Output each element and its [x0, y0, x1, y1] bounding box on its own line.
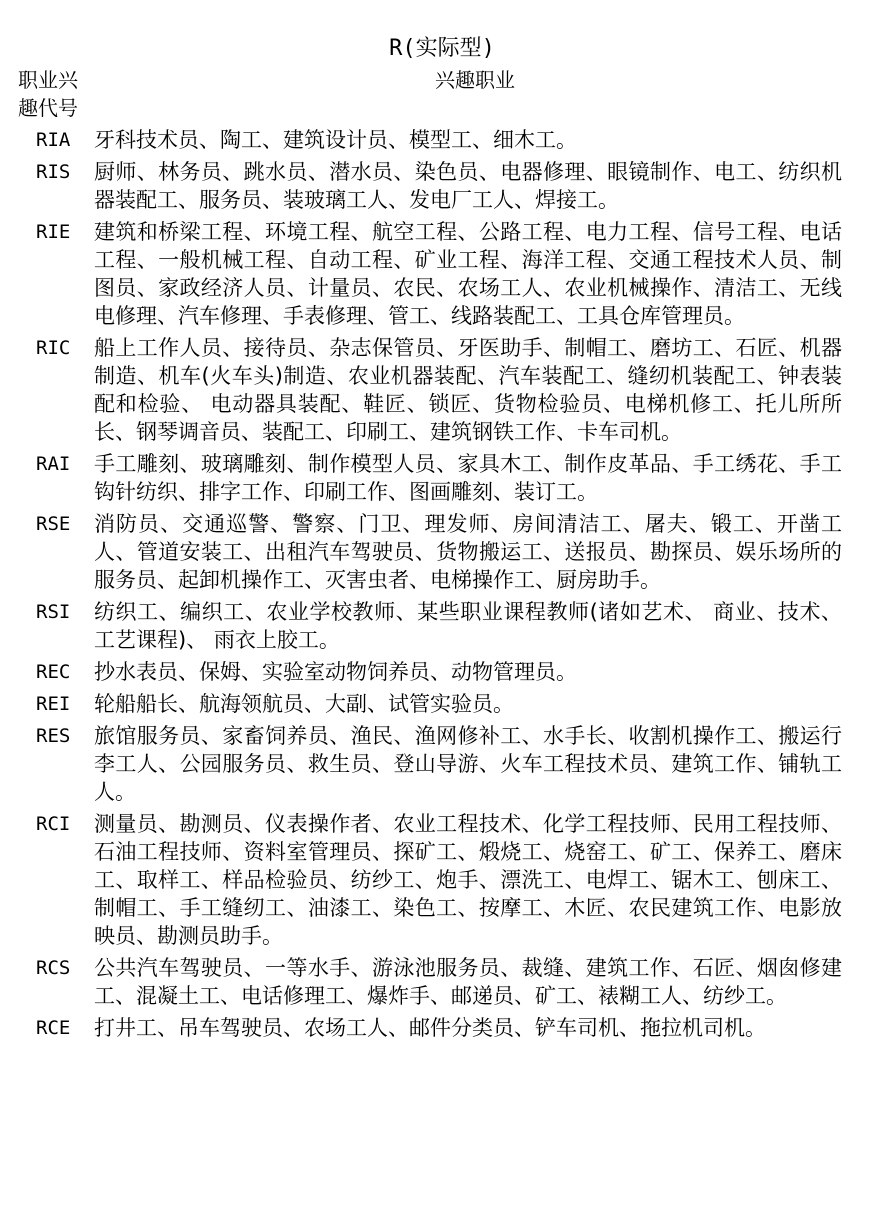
interest-code: REC [36, 661, 71, 683]
job-list: 牙科技术员、陶工、建筑设计员、模型工、细木工。 [94, 128, 577, 152]
table-row [0, 598, 884, 654]
job-list: 建筑和桥梁工程、环境工程、航空工程、公路工程、电力工程、信号工程、电话工程、一般机械工程、自动工程、矿业工程、海洋工程、交通工程技术人员、制图员、家政经济人员、计量员、农民、农场工人、农业机械操作、清洁工、无线电修理、汽车修理、手表修理、管工、线路装配工、工具仓库管理员。 [94, 220, 842, 328]
job-list: 旅馆服务员、家畜饲养员、渔民、渔网修补工、水手长、收割机操作工、搬运行李工人、公园服务员、救生员、登山导游、火车工程技术员、建筑工作、铺轨工人。 [94, 724, 842, 804]
table-row [0, 218, 884, 330]
interest-code: RSE [36, 513, 71, 535]
table-row [0, 158, 884, 214]
job-list: 厨师、林务员、跳水员、潜水员、染色员、电器修理、眼镜制作、电工、纺织机器装配工、服务员、装玻璃工人、发电厂工人、焊接工。 [94, 160, 842, 212]
table-row [0, 954, 884, 1010]
job-list: 公共汽车驾驶员、一等水手、游泳池服务员、裁缝、建筑工作、石匠、烟囱修建工、混凝土工、电话修理工、爆炸手、邮递员、矿工、裱糊工人、纺纱工。 [94, 956, 842, 1008]
table-row [0, 810, 884, 950]
column-header-jobs: 兴趣职业 [435, 68, 515, 92]
job-list: 打井工、吊车驾驶员、农场工人、邮件分类员、铲车司机、拖拉机司机。 [94, 1016, 766, 1040]
table-row [0, 450, 884, 506]
job-list: 纺织工、编织工、农业学校教师、某些职业课程教师(诸如艺术、 商业、技术、工艺课程)、 雨衣上胶工。 [94, 600, 842, 652]
table-row [0, 1014, 884, 1042]
page-title: R(实际型) [389, 36, 495, 61]
interest-code: RSI [36, 601, 71, 623]
table-row [0, 510, 884, 594]
job-list: 船上工作人员、接待员、杂志保管员、牙医助手、制帽工、磨坊工、石匠、机器制造、机车(火车头)制造、农业机器装配、汽车装配工、缝纫机装配工、钟表装配和检验、 电动器具装配、鞋匠、锁匠、货物检验员、电梯机修工、托儿所所长、钢琴调音员、装配工、印刷工、建筑钢铁工作、卡车司机。 [94, 336, 842, 444]
job-list: 手工雕刻、玻璃雕刻、制作模型人员、家具木工、制作皮革品、手工绣花、手工钩针纺织、排字工作、印刷工作、图画雕刻、装订工。 [94, 452, 842, 504]
interest-code: REI [36, 693, 71, 715]
interest-code: RCE [36, 1017, 71, 1039]
interest-code-table [0, 126, 884, 1046]
interest-code: RIA [36, 129, 71, 151]
job-list: 消防员、交通巡警、警察、门卫、理发师、房间清洁工、屠夫、锻工、开凿工人、管道安装工、出租汽车驾驶员、货物搬运工、送报员、勘探员、娱乐场所的服务员、起卸机操作工、灭害虫者、电梯操作工、厨房助手。 [94, 512, 842, 592]
interest-code: RCS [36, 957, 71, 979]
job-list: 测量员、勘测员、仪表操作者、农业工程技术、化学工程技师、民用工程技师、石油工程技师、资料室管理员、探矿工、煅烧工、烧窑工、矿工、保养工、磨床工、取样工、样品检验员、纺纱工、炮手、漂洗工、电焊工、锯木工、刨床工、制帽工、手工缝纫工、油漆工、染色工、按摩工、木匠、农民建筑工作、电影放映员、勘测员助手。 [94, 812, 842, 948]
column-header-code: 职业兴 趣代号 [18, 68, 78, 120]
table-row [0, 690, 884, 718]
table-row [0, 722, 884, 806]
job-list: 抄水表员、保姆、实验室动物饲养员、动物管理员。 [94, 660, 577, 684]
interest-code: RIE [36, 221, 71, 243]
table-row [0, 334, 884, 446]
interest-code: RAI [36, 453, 71, 475]
interest-code: RIC [36, 337, 71, 359]
interest-code: RIS [36, 161, 71, 183]
interest-code: RES [36, 725, 71, 747]
table-row [0, 658, 884, 686]
table-row [0, 126, 884, 154]
interest-code: RCI [36, 813, 71, 835]
job-list: 轮船船长、航海领航员、大副、试管实验员。 [94, 692, 514, 716]
